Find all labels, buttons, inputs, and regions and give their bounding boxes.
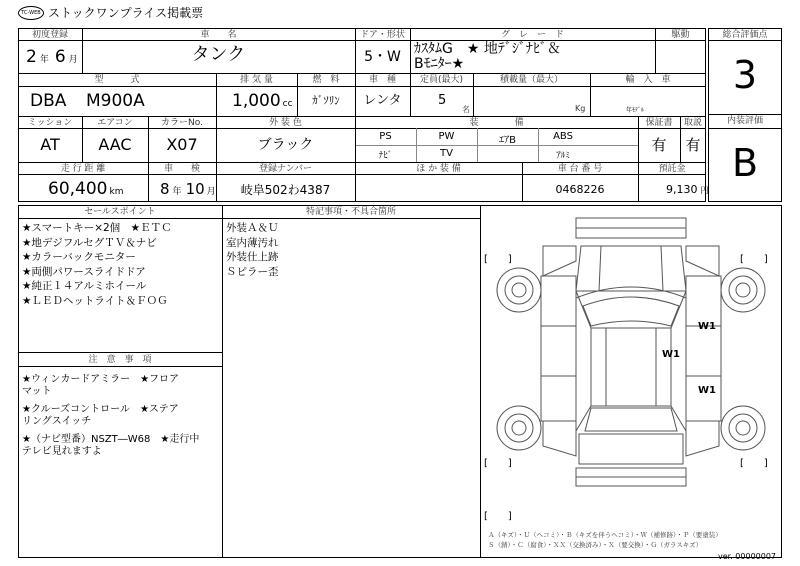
warranty-label: 保証書 — [645, 118, 673, 128]
door-label: ドア・形状 — [360, 30, 405, 40]
list-item: ★（ナビ型番）NSZT―W68 ★走行中 — [22, 434, 200, 445]
notes-list — [226, 221, 279, 279]
diagram-bracket: [ ] — [740, 254, 768, 265]
version-label: ver. 00000007 — [718, 552, 777, 561]
other-equip-label: ほ か 装 備 — [416, 164, 461, 174]
deposit-label: 預託金 — [658, 164, 686, 174]
list-item: 外装仕上跡 — [226, 251, 279, 263]
capacity-label: 定員(最大) — [419, 75, 464, 85]
diagram-bracket: [ ] — [740, 458, 768, 469]
list-item: マット — [22, 386, 52, 397]
door-type: 5・W — [364, 49, 401, 65]
equip-abs: ABS — [553, 131, 573, 142]
car-damage-diagram — [481, 206, 781, 526]
diagram-bracket: [ ] — [484, 511, 512, 522]
sales-points-label: セールスポイント — [84, 207, 156, 217]
mission-label: ミッション — [27, 118, 73, 128]
fuel-label: 燃 料 — [312, 75, 340, 85]
diagram-bracket: [ ] — [484, 458, 512, 469]
mileage-label: 走 行 距 離 — [60, 164, 106, 174]
overall-score: 3 — [732, 53, 758, 97]
list-item: Ｓピラー歪 — [226, 265, 279, 278]
grade-line2: Bﾓﾆﾀｰ★ — [414, 56, 465, 72]
notes-label: 特記事項・不具合箇所 — [305, 207, 396, 217]
logo: TC-WEB — [18, 6, 44, 20]
import-label: 輸 入 車 — [625, 75, 671, 85]
list-item: ★両側パワースライドドア — [22, 265, 146, 278]
list-item: ★ウィンカードアミラー ★フロア — [22, 374, 180, 385]
frame-no-label: 車 台 番 号 — [557, 164, 603, 174]
warranty: 有 — [651, 136, 667, 154]
list-item: ★純正１４アルミホイール — [22, 280, 147, 292]
list-item: テレビ見れますよ — [22, 446, 102, 457]
list-item: ★クルーズコントロール ★ステア — [22, 404, 179, 415]
vehicle-type: レンタ — [363, 93, 402, 108]
import-note: 年ﾓﾃﾞﾙ — [626, 107, 645, 114]
model-prefix: DBA — [30, 91, 67, 111]
damage-mark: W1 — [698, 385, 716, 396]
damage-mark: W1 — [698, 321, 716, 332]
aircon: AAC — [98, 135, 132, 154]
list-item: ★カラーバックモニター — [22, 251, 136, 263]
caution-list — [22, 374, 199, 458]
equip-alloy: ｱﾙﾐ — [556, 151, 570, 161]
drive-label: 駆動 — [671, 30, 690, 40]
equipment-label: 装 備 — [469, 118, 524, 128]
list-item: ★ＬＥＤヘットライト＆ＦＯＧ — [22, 294, 168, 307]
color-no: X07 — [166, 135, 198, 154]
equip-ps: PS — [379, 131, 392, 142]
exterior-color-label: 外 装 色 — [269, 118, 302, 128]
manual: 有 — [685, 136, 701, 154]
overall-label: 総合評価点 — [722, 30, 768, 40]
displacement: 1,000 cc — [232, 91, 293, 111]
first-reg-label: 初度登録 — [31, 30, 68, 40]
load-label: 積載量（最大） — [499, 75, 563, 85]
mileage: 60,400 km — [48, 179, 124, 199]
grade-label: グ レ ー ド — [500, 30, 564, 40]
interior-score: B — [731, 141, 759, 185]
reg-number-label: 登録ナンバー — [259, 164, 312, 174]
list-item: ★スマートキー×2個 ★ＥＴＣ — [22, 222, 172, 234]
grade-line1: ｶｽﾀﾑG ★ 地ﾃﾞｼﾞﾅﾋﾞ＆ — [414, 41, 561, 57]
equip-pw: PW — [438, 131, 455, 142]
exterior-color: ブラック — [257, 137, 314, 153]
diagram-bracket: [ ] — [484, 254, 512, 265]
manual-label: 取説 — [683, 118, 702, 128]
mission: AT — [40, 135, 60, 154]
first-reg-year: 2 年 6 月 — [26, 47, 78, 67]
car-name-label: 車 名 — [200, 30, 237, 40]
capacity: 5 — [438, 93, 447, 108]
fuel: ｶﾞｿﾘﾝ — [312, 94, 340, 107]
page-title: ストックワンプライス掲載票 — [48, 6, 204, 20]
equip-navi: ﾅﾋﾞ — [378, 151, 393, 161]
list-item: リングスイッチ — [22, 416, 92, 427]
model: M900A — [86, 91, 145, 111]
list-item: ★地デジフルセグＴＶ＆ナビ — [22, 236, 157, 249]
equip-airbag: ｴｱB — [499, 135, 516, 146]
caution-label: 注 意 事 項 — [88, 355, 152, 365]
inspection: 8 年 10 月 — [160, 180, 216, 198]
vehicle-type-label: 車 種 — [368, 75, 396, 85]
deposit: 9,130 円 — [666, 183, 709, 196]
reg-number: 岐阜502わ4387 — [240, 183, 331, 197]
list-item: 外装Ａ＆Ｕ — [226, 222, 279, 234]
sales-points-list — [22, 221, 172, 308]
damage-legend: Ａ（キズ）・Ｕ（ヘコミ）・Ｂ（キズを伴うヘコミ）・Ｗ（補修跡）・Ｐ（要塗装） Ｓ（錆）・Ｃ（腐食）・ＸＸ（交換済み）・Ｘ（要交換）・Ｇ（ガラスキズ） — [488, 531, 722, 549]
frame-no: 0468226 — [555, 183, 605, 196]
color-no-label: カラーNo. — [161, 118, 203, 128]
model-label: 型 式 — [94, 75, 140, 85]
displacement-label: 排 気 量 — [240, 75, 273, 85]
interior-label: 内装評価 — [726, 116, 763, 126]
damage-mark: W1 — [662, 349, 680, 360]
load-unit: Kg — [575, 104, 586, 113]
aircon-label: エアコン — [97, 118, 133, 128]
capacity-unit: 名 — [462, 105, 470, 114]
equip-tv: TV — [440, 148, 453, 159]
inspection-label: 車 検 — [163, 164, 200, 174]
list-item: 室内薄汚れ — [226, 236, 279, 249]
car-name: タンク — [191, 44, 246, 65]
